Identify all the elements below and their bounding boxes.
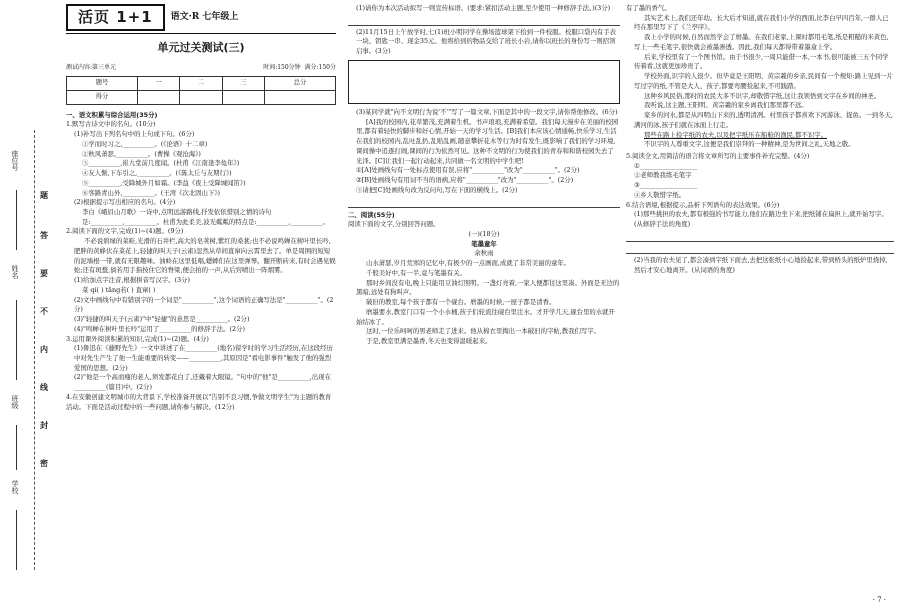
question: 1.默写古诗文中的名句。(10分)	[66, 120, 156, 129]
score-cell[interactable]	[264, 90, 335, 104]
passage-paragraph: 于是,教室里满是墨香,冬天也变得温暖起来。	[366, 337, 492, 346]
score-table	[66, 76, 336, 105]
sub-question: (3)某同学就"向不文明行为说'不'"写了一篇文章,下面是其中的一段文字,请你帮他修改。(6分)	[356, 107, 618, 116]
blank-item: ②秋风萧瑟,__________。(曹操《观沧海》)	[82, 149, 201, 158]
page-header	[66, 4, 336, 31]
blank-item: ①[A]处画线句有一处标点使用有误,应将"__________"改为"__________"。(2分)	[356, 166, 580, 175]
question: 5.阅读全文,用简洁的语言将文章所写的主要事件补充完整。(4分)	[626, 152, 810, 161]
passage-paragraph: 我听说,这主题,王阳明、黄宗羲的家乡离我们那里都不远。	[644, 101, 808, 110]
event-item: ②老师教我练毛笔字	[634, 171, 692, 180]
passage-paragraph: 家乡的河水,都是从四明山下来的,透明清冽。村里孩子都喜欢下河游泳、捉鱼。一到冬天,满河的冰,孩子们就在冰面上行走。	[634, 111, 893, 129]
blank-item[interactable]: ③__________________	[634, 181, 698, 190]
passage-paragraph: 我上小学的时候,自然而然学会了磨墨。在我们老家,上课时都用毛笔,纸是粗糙的米黄色,写上一些毛笔字,很快就会被墨渗透。因此,我们每天都得带着墨盒上学。	[634, 33, 889, 51]
answer-line[interactable]	[348, 16, 620, 26]
instruction: 阅读下面的文字,分别回答问题。	[348, 220, 440, 229]
blank-item: ④友人惭,下车引之,__________。(《陈太丘与友期行》)	[82, 169, 232, 178]
passage-paragraph: 破旧的教室,每个孩子都有一个砚台。磨墨的时候,一屋子都是清香。	[366, 298, 556, 307]
score-header: 总分	[264, 76, 335, 90]
revision-passage: [A]我的校园内,花草繁茂,充满着生机。书声琅琅,充满着希望。我们每天漫步在美丽的校园里,都有着轻快的脚步和好心情,开始一天的学习生活。[B]我们本应该心情通畅,快乐学习,生活在我们的校园内,乱吐乱扔,乱贴乱画,随意攀折花木等行为时有发生,既影响了我们的学习环境,课间操中追逐打闹,课间的行为依然可见。这种不文明的行为使我们的青春和和谐校园失去了光泽。[C]让我们一起行动起来,共同做一名文明的中学生吧!	[356, 117, 619, 165]
event-item: ④乡人敬惜字纸。	[634, 190, 686, 199]
series-title: 活页 1+1	[66, 4, 165, 31]
blank-item: ⑤__________,受降城外月如霜。(李益《夜上受降城闻笛》)	[82, 178, 246, 187]
seal-line	[34, 130, 35, 570]
sub-question: (2)根据提示写出相应的名句。(4分)	[74, 198, 176, 207]
seal-char: 题	[40, 190, 48, 200]
blank-item: ③__________,崔九堂前几度闻。(杜甫《江南逢李龟年》)	[82, 159, 240, 168]
subject-label: 语文·R 七年级上	[170, 11, 239, 22]
passage-paragraph: 有了墨的香气。	[626, 4, 671, 12]
gutter-line	[16, 300, 17, 380]
blank-item: ①学而时习之,__________。(《论语》十二章)	[82, 139, 208, 148]
column-left	[66, 4, 336, 412]
sub-question: (2)"他是一个高而瘦的老人,须发都花白了,还戴着大眼镜。"句中的"他"是__________,出现在__________(篇目)中。(2分)	[74, 373, 331, 392]
gutter-label-seat: 座位号	[11, 150, 19, 171]
passage-number: (一)(18分)	[468, 230, 500, 239]
score-header: 一	[138, 76, 180, 90]
unit-title: 单元过关测试(三)	[157, 40, 245, 54]
sub-question: (2)文中画线句中有错别字的一个词是"__________",这个词语的正确写法是"__________"。(2分)	[74, 295, 334, 314]
score-header: 三	[222, 76, 264, 90]
seal-char: 内	[40, 344, 48, 354]
gutter-line	[16, 190, 17, 250]
section-heading: 二、阅读(55分)	[348, 210, 395, 219]
gutter-line	[16, 425, 17, 470]
sub-question: (4)"鸣蝉在树叶里长吟"运用了__________的修辞手法。(2分)	[74, 324, 245, 333]
passage-paragraph: 山水萧瑟,岁月荒寒的记忆中,有极少的一点画面,成就了非常美丽的童年。	[366, 259, 571, 268]
question: 2.阅读下面的文字,完成(1)~(4)题。(9分)	[66, 227, 184, 236]
score-header: 二	[180, 76, 222, 90]
sub-question: (1)请你为本次活动拟写一则宣传标语。(要求:紧扣活动主题,至少使用一种修辞手法。)(3分)	[356, 4, 611, 12]
score-header: 题号	[67, 76, 138, 90]
sub-question: (2)11月15日上午放学时,七(1)班小明同学在操场篮球架下拾到一件校服。校服口袋内有手表一块、钥匙一串、现金35元。他将拾到的物品交给了班长小岩,请你以班长的身份写一则招领启事。(3分)	[356, 27, 617, 56]
reading-passage: 不必说碧绿的菜畦,光滑的石井栏,高大的皂荚树,紫红的桑葚;也不必说鸣蝉在树叶里长吟,肥胖的黄蜂伏在菜花上,轻捷的叫天子(云雀)忽然从草间直窜向云霄里去了。单是周围的短短的泥墙根一带,就有无限趣味。油蛉在这里低唱,蟋蟀们在这里弹琴。翻开断砖来,有时会遇见蜈蚣;还有斑蝥,倘若用手指按住它的脊梁,便会拍的一声,从后窍喷出一阵烟雾。	[74, 237, 336, 275]
sub-question: (1)给加点字注音,根据拼音写汉字。(3分)	[74, 276, 190, 285]
sub-question: (3)"轻捷的叫天子(云雀)"中"轻捷"的意思是__________。(2分)	[74, 315, 250, 324]
gutter-label-class: 班级	[11, 395, 19, 409]
section-heading: 一、语文积累与综合运用(35分)	[66, 110, 158, 119]
seal-char: 密	[40, 458, 48, 468]
passage-paragraph: 后来,学校里有了一个图书馆。由于书很少,一周只能借一本,一本书,很可能被三五个同学传着看,这就更加珍贵了。	[634, 52, 889, 71]
score-cell[interactable]	[180, 90, 222, 104]
blank-item: 李白《峨眉山月歌》一诗中,点明远游路线,抒发依依惜别之情的诗句是:__________,__________。杜甫为此柔美,波光粼粼的特点是:__________,__________。	[82, 207, 329, 226]
seal-char: 封	[40, 420, 48, 430]
sub-question: (1)那些挑担的农夫,都有极强的书写能力,他们在路边坐下来,把纸铺在扁担上,就开始写字。(从修辞手法的角度)	[634, 210, 888, 229]
sub-question: (1)鲁迅在《藤野先生》一文中讲述了在__________(地名)留学时的学习生活经历,在这段经历中对先生产生了他一生能重要的转变——__________,其原因是"看电影事件"触发了他的强烈爱国的思想。(2分)	[74, 344, 333, 372]
answer-line[interactable]	[348, 198, 620, 208]
seal-char: 答	[40, 230, 48, 240]
passage-paragraph: 千般美好中,有一半,竟与笔墨有关。	[366, 268, 466, 277]
blank-item: 菜 qí( ) tǎng若( ) 直窜( )	[82, 285, 156, 294]
passage-paragraph: 这时,一位乐呵呵的男老师走了进来。他从棉衣里掏出一本破旧的字帖,教我们写字。	[366, 327, 601, 336]
score-row-label: 得分	[67, 90, 138, 104]
passage-paragraph: 磨墨要水,教室门口有一个小水桶,孩子们轮流往砚台里注水。才开学几天,砚台里的水就开始结冰了。	[356, 307, 615, 326]
passage-paragraph: 那时乡间没有电,晚上只能用豆油灯照明。一盏灯亮着,一家人便都往这里凑。外面是无边的黑暗,远处有狗叫声。	[356, 278, 620, 297]
score-cell[interactable]	[222, 90, 264, 104]
header-rule	[66, 33, 336, 34]
blank-item: ⑥客路青山外,__________。(王湾《次北固山下》)	[82, 188, 221, 197]
passage-author: 余秋雨	[474, 249, 494, 258]
gutter-line	[16, 510, 17, 570]
passage-title: 笔墨童年	[471, 239, 497, 248]
answer-box[interactable]	[348, 60, 620, 104]
test-time: 时间:150分钟	[263, 63, 301, 71]
passage-paragraph: 那些在路上捡字纸的农夫,以及把字纸压在船舱的渔民,都不识字。	[644, 130, 827, 139]
passage-paragraph: 不识字的人尊重文字,这便是我们崇拜的一种精神,是为世间之礼,天地之敬。	[644, 140, 855, 149]
binding-gutter	[0, 0, 62, 608]
passage-paragraph: 这种乡风民俗,那时的农民大多不识字,却敬惜字纸,这让我领悟到文字在乡间的神圣。	[644, 91, 881, 100]
gutter-label-school: 学校	[11, 480, 19, 494]
gutter-label-name: 姓名	[11, 265, 19, 279]
passage-paragraph: 其实艺术上,我们还年幼。长大后才知道,就在我们小学的西面,比李白早四百年,一群人已经在那里写下了《兰亭序》。	[634, 13, 889, 32]
sub-question: (2)当我的农夫见了,都会凑到字纸下面去,去把这张纸小心地捡起来,带到桥头的纸炉里烧掉,然后才安心地离开。(从词语的角度)	[634, 255, 888, 274]
question: 4.在安徽创建文明城市的大背景下,学校准备开展以"告别不良习惯,争做文明学生"为主题的教育活动。下面是活动过程中的一些问题,请你参与解决。(12分)	[66, 392, 332, 411]
answer-line[interactable]	[626, 244, 894, 254]
blank-item: ③请把[C]处画线句改为反问句,写在下面的横线上。(2分)	[356, 185, 518, 194]
seal-char: 要	[40, 268, 48, 278]
test-score: 满分:150分	[304, 63, 336, 71]
page-number: · 7 ·	[872, 596, 886, 604]
column-right	[626, 4, 894, 275]
question: 6.结合语境,根据提示,品析下列语句的表达效果。(6分)	[626, 200, 780, 209]
blank-item[interactable]: ①__________________	[634, 161, 698, 170]
blank-item: ②[B]处画线句有用词不当的语病,应将"__________"改为"__________"。(2分)	[356, 176, 574, 185]
sub-question: (1)补写出下列名句中的上句或下句。(6分)	[74, 130, 195, 139]
passage-paragraph: 学校外面,识字的人很少。但毕竟是王阳明、黄宗羲的乡亲,民间有一个规矩:路上见到一片写过字的纸,不管是大人、孩子,都要弯腰捡起来,不可践踏。	[634, 72, 894, 90]
seal-char: 不	[40, 306, 48, 316]
column-middle	[348, 4, 620, 347]
score-cell[interactable]	[138, 90, 180, 104]
answer-line[interactable]	[626, 232, 894, 242]
seal-char: 线	[40, 382, 48, 392]
question: 3.运用课外阅读积累的知识,完成(1)~(2)题。(4分)	[66, 334, 209, 343]
test-content: 测试内容:第三单元	[66, 63, 117, 71]
test-meta	[66, 63, 336, 72]
